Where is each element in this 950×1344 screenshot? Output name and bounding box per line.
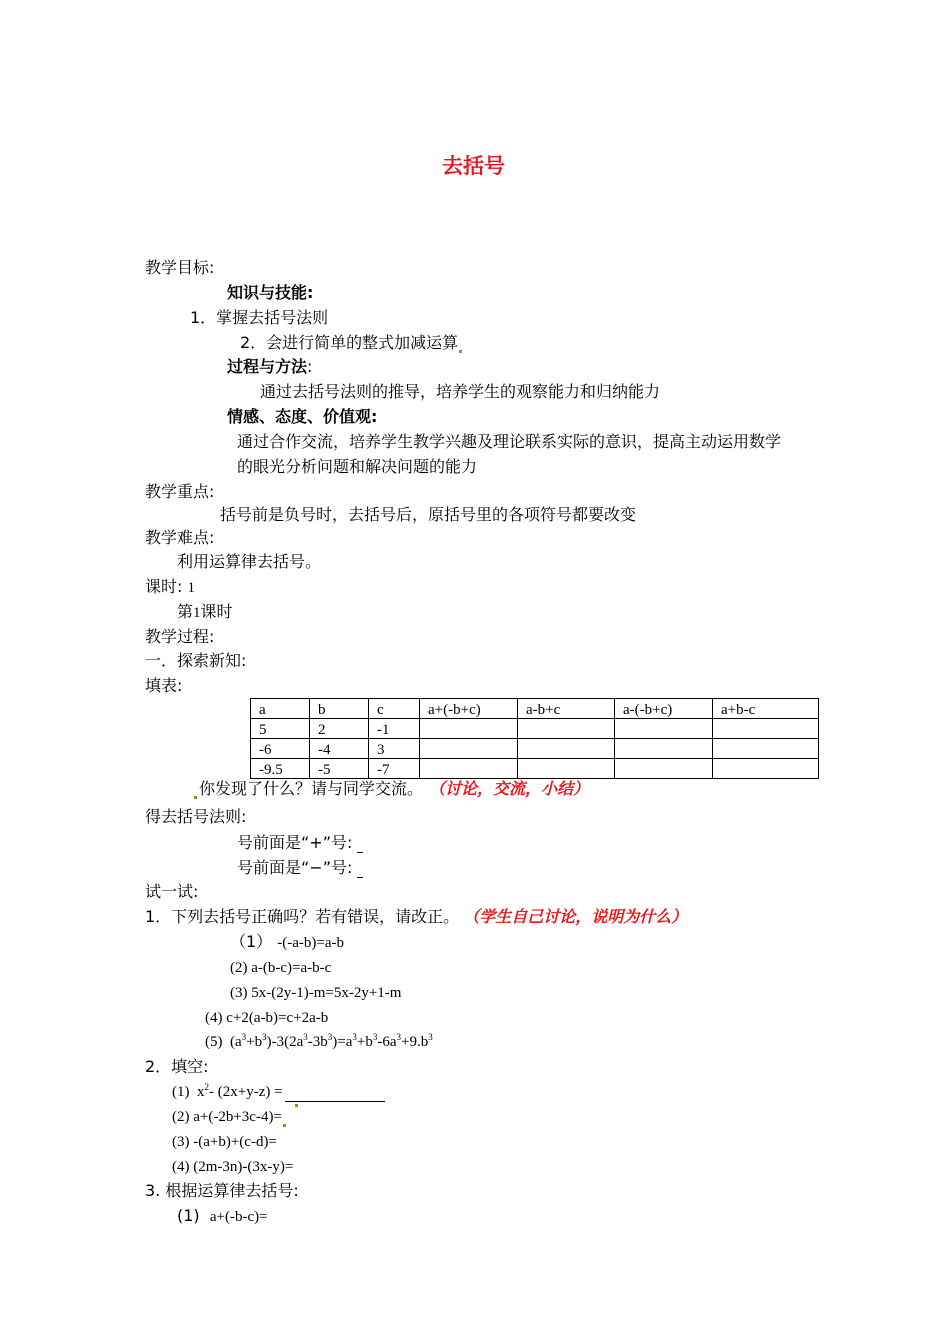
page-title: 去括号: [442, 154, 505, 178]
period-line: 第1课时: [177, 602, 233, 621]
rule-minus-line: 号前面是“−”号:: [237, 858, 363, 878]
table-cell: -1: [369, 719, 420, 739]
table-cell-blank[interactable]: [713, 739, 819, 759]
table-header-cell: a-(-b+c): [615, 699, 713, 719]
key-point-heading: 教学重点:: [145, 482, 215, 501]
table-header-cell: a+b-c: [713, 699, 819, 719]
table-cell: -7: [369, 759, 420, 779]
table-header-cell: c: [369, 699, 420, 719]
table-cell-blank[interactable]: [615, 719, 713, 739]
q3-item-1: (1) a+(-b-c)=: [177, 1206, 268, 1225]
table-cell: 2: [310, 719, 369, 739]
q1-item-4: (4) c+2(a-b)=c+2a-b: [205, 1010, 329, 1026]
table-cell-blank[interactable]: [420, 739, 518, 759]
q1-item-5: (5) $(a^3+b^3)-3(2a^3-3b^3)=a^3+b^3-6a^3+9.b^3$: [205, 1032, 433, 1050]
objective-item-1: 1．掌握去括号法则: [190, 308, 329, 327]
q1-item-3: (3) 5x-(2y-1)-m=5x-2y+1-m: [230, 985, 402, 1001]
table-header-cell: b: [310, 699, 369, 719]
try-heading: 试一试:: [145, 882, 199, 901]
periods: 课时: 1: [145, 577, 195, 596]
q1-item-2: (2) a-(b-c)=a-b-c: [230, 960, 332, 976]
question-3: 3. 根据运算律去括号:: [145, 1181, 299, 1200]
difficulty-heading: 教学难点:: [145, 528, 215, 547]
table-cell-blank[interactable]: [518, 739, 615, 759]
objective-item-2: 2．会进行简单的整式加减运算: [240, 333, 462, 353]
rule-heading: 得去括号法则:: [145, 807, 247, 826]
fill-table: [250, 698, 819, 779]
table-cell-blank[interactable]: [420, 719, 518, 739]
process-method-text: 通过去括号法则的推导，培养学生的观察能力和归纳能力: [260, 382, 661, 401]
table-cell: 5: [251, 719, 310, 739]
difficulty-text: 利用运算律去括号。: [177, 552, 322, 571]
q2-item-1: (1) $x^2-$ (2x+y-z) =: [172, 1082, 385, 1102]
table-cell-blank[interactable]: [713, 759, 819, 779]
table-cell-blank[interactable]: [713, 719, 819, 739]
table-cell: 3: [369, 739, 420, 759]
table-header-cell: a-b+c: [518, 699, 615, 719]
rule-plus-line: 号前面是“+”号:: [237, 833, 363, 853]
rule-minus-blank[interactable]: [357, 863, 363, 878]
process-heading: 教学过程:: [145, 627, 215, 646]
table-cell-blank[interactable]: [518, 759, 615, 779]
emotion-text-2: 的眼光分析问题和解决问题的能力: [237, 457, 478, 476]
table-header-row: [251, 699, 819, 719]
table-header-cell: a: [251, 699, 310, 719]
discover-line: 你发现了什么？请与同学交流。 （讨论，交流，小结）: [193, 779, 589, 799]
objectives-heading: 教学目标:: [145, 258, 215, 277]
table-row: [251, 739, 819, 759]
table-row: [251, 719, 819, 739]
key-point-text: 括号前是负号时，去括号后，原括号里的各项符号都要改变: [220, 505, 637, 524]
table-row: [251, 759, 819, 779]
emotion-text-1: 通过合作交流，培养学生教学兴趣及理论联系实际的意识，提高主动运用数学: [237, 432, 782, 451]
question-1: 1．下列去括号正确吗？若有错误，请改正。 （学生自己讨论，说明为什么）: [145, 907, 688, 926]
q2-item-3: (3) -(a+b)+(c-d)=: [172, 1134, 277, 1150]
process-method-heading: 过程与方法:: [227, 357, 313, 376]
question-2: 2．填空:: [145, 1057, 209, 1076]
table-cell: -6: [251, 739, 310, 759]
table-cell-blank[interactable]: [420, 759, 518, 779]
q2-item-4: (4) (2m-3n)-(3x-y)=: [172, 1159, 294, 1175]
q2-item-2: (2) a+(-2b+3c-4)=: [172, 1107, 286, 1127]
table-header-cell: a+(-b+c): [420, 699, 518, 719]
section-explore: 一．探索新知:: [145, 651, 247, 670]
table-cell: -5: [310, 759, 369, 779]
table-cell: -9.5: [251, 759, 310, 779]
q1-item-1: （1） -(-a-b)=a-b: [230, 932, 345, 951]
rule-plus-blank[interactable]: [357, 838, 363, 853]
fill-table-label: 填表:: [145, 676, 183, 695]
table-cell-blank[interactable]: [615, 739, 713, 759]
table-cell-blank[interactable]: [518, 719, 615, 739]
emotion-heading: 情感、态度、价值观:: [227, 407, 378, 426]
knowledge-heading: 知识与技能:: [227, 283, 314, 302]
q2-item-1-blank[interactable]: [285, 1087, 385, 1102]
table-cell-blank[interactable]: [615, 759, 713, 779]
table-cell: -4: [310, 739, 369, 759]
